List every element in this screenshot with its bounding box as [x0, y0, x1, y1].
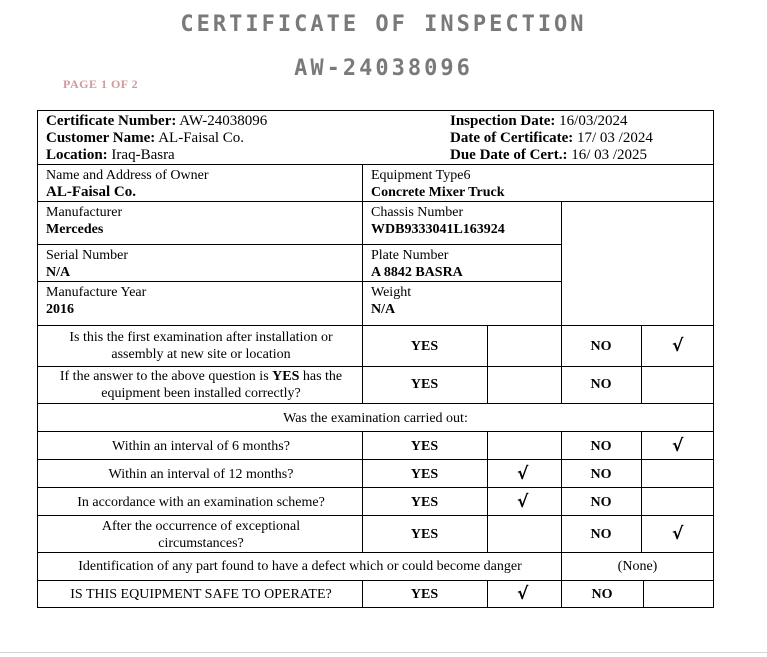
customer-label: Customer Name: [46, 130, 156, 146]
cert-number-label: Certificate Number: [46, 113, 177, 129]
page-bottom-divider [0, 652, 767, 653]
q2-text-pre: If the answer to the above question is [59, 369, 273, 384]
location-label: Location: [46, 147, 108, 163]
q2-text-bold: YES [272, 369, 300, 384]
equipment-type-field [371, 167, 505, 201]
q3-no-check-icon: √ [672, 436, 684, 456]
q4-yes-check-icon: √ [517, 464, 529, 484]
q6-no: NO [590, 527, 612, 542]
year-field [46, 284, 146, 318]
q7-answer: (None) [617, 559, 658, 574]
location-line [46, 147, 175, 164]
year-label: Manufacture Year [46, 285, 147, 300]
q1-no-check-icon: √ [672, 336, 684, 356]
weight-value: N/A [371, 302, 396, 317]
q5-no: NO [590, 495, 612, 510]
q1-yes: YES [410, 339, 439, 354]
plate-value: A 8842 BASRA [371, 265, 463, 280]
q8-question: IS THIS EQUIPMENT SAFE TO OPERATE? [70, 587, 332, 602]
q6-question: After the occurrence of exceptional circumstances? [101, 519, 301, 551]
serial-value: N/A [46, 265, 71, 280]
year-value: 2016 [46, 302, 74, 317]
owner-value: AL-Faisal Co. [46, 184, 136, 200]
q5-question: In accordance with an examination scheme? [77, 495, 325, 510]
date-cert-label: Date of Certificate: [450, 130, 574, 146]
due-date-label: Due Date of Cert.: [450, 147, 568, 163]
q3-yes: YES [410, 439, 439, 454]
customer-value: AL-Faisal Co. [155, 130, 245, 146]
q2-question [42, 368, 360, 402]
q4-no: NO [590, 467, 612, 482]
chassis-label: Chassis Number [371, 205, 464, 220]
weight-label: Weight [371, 285, 412, 300]
weight-field [371, 284, 411, 318]
certificate-code-title: AW-24038096 [294, 56, 473, 81]
page-indicator: PAGE 1 OF 2 [63, 77, 139, 91]
q3-no: NO [590, 439, 612, 454]
q2-no: NO [590, 377, 612, 392]
location-value: Iraq-Basra [107, 147, 175, 163]
q2-yes: YES [410, 377, 439, 392]
chassis-value: WDB9333041L163924 [371, 222, 505, 237]
serial-label: Serial Number [46, 248, 129, 263]
due-date-value: 16/ 03 /2025 [567, 147, 648, 163]
equipment-type-value: Concrete Mixer Truck [371, 185, 505, 200]
owner-field [46, 167, 209, 201]
q8-no: NO [591, 587, 613, 602]
q3-question: Within an interval of 6 months? [112, 439, 290, 454]
inspection-date-label: Inspection Date: [450, 113, 556, 129]
q1-question: Is this the first examination after installation or assembly at new site or location [69, 330, 333, 362]
serial-field [46, 247, 128, 281]
plate-field [371, 247, 463, 281]
equipment-type-label: Equipment Type6 [371, 168, 471, 183]
chassis-field [371, 204, 505, 238]
q8-yes-check-icon: √ [517, 584, 529, 604]
manufacturer-value: Mercedes [46, 222, 104, 237]
q7-question: Identification of any part found to have a defect which or could become danger [78, 559, 522, 574]
q1-no: NO [590, 339, 612, 354]
cert-number-line [46, 113, 267, 130]
q4-question: Within an interval of 12 months? [108, 467, 294, 482]
certificate-title: CERTIFICATE OF INSPECTION [180, 12, 587, 37]
due-date-line [450, 147, 647, 164]
q4-yes: YES [410, 467, 439, 482]
customer-line [46, 130, 244, 147]
inspection-date-line [450, 113, 628, 130]
q5-yes: YES [410, 495, 439, 510]
q6-no-check-icon: √ [672, 524, 684, 544]
section-heading: Was the examination carried out: [283, 411, 468, 426]
date-cert-line [450, 130, 653, 147]
q5-yes-check-icon: √ [517, 492, 529, 512]
q2-text-post: has the equipment been installed correctly? [101, 369, 343, 401]
manufacturer-field [46, 204, 122, 238]
q8-yes: YES [410, 587, 439, 602]
q6-yes: YES [410, 527, 439, 542]
inspection-date-value: 16/03/2024 [555, 113, 628, 129]
manufacturer-label: Manufacturer [46, 205, 123, 220]
owner-label: Name and Address of Owner [46, 168, 209, 183]
plate-label: Plate Number [371, 248, 449, 263]
date-cert-value: 17/ 03 /2024 [573, 130, 653, 146]
cert-number-value: AW-24038096 [176, 113, 268, 129]
